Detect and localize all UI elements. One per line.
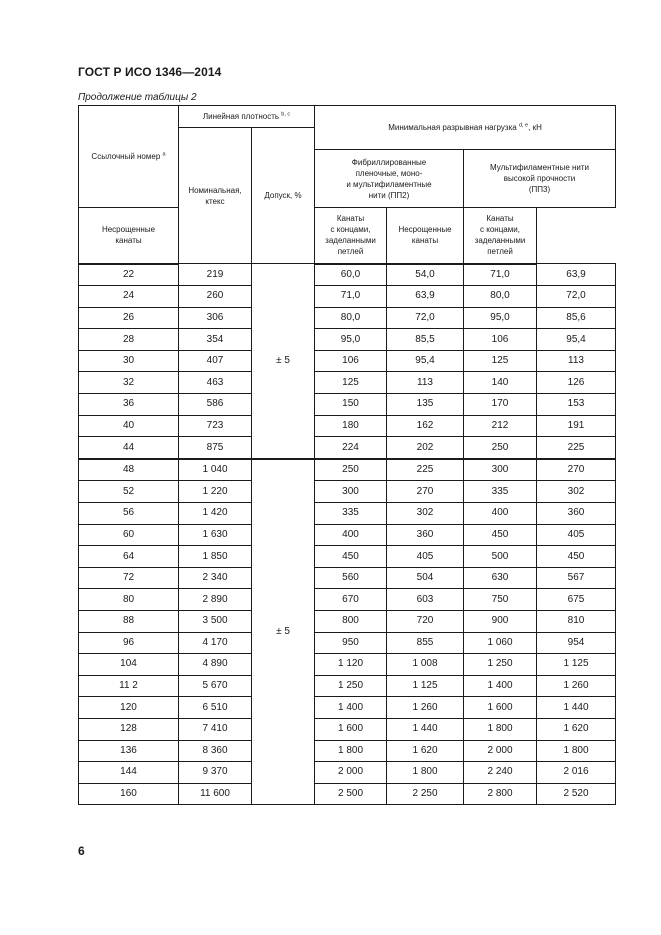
cell-pp3-spliced: 1 800 <box>537 740 616 762</box>
cell-nominal: 219 <box>179 264 252 286</box>
cell-nominal: 1 420 <box>179 503 252 525</box>
cell-pp2-spliced: 2 250 <box>387 783 464 805</box>
cell-ref: 104 <box>79 654 179 676</box>
table-row <box>79 740 616 762</box>
cell-pp3-spliced: 2 016 <box>537 762 616 784</box>
table-row <box>79 415 616 437</box>
cell-ref: 48 <box>79 459 179 481</box>
cell-nominal: 6 510 <box>179 697 252 719</box>
cell-nominal: 875 <box>179 437 252 459</box>
cell-pp2-unspliced: 670 <box>315 589 387 611</box>
cell-pp3-unspliced: 335 <box>464 481 537 503</box>
cell-pp3-unspliced: 1 400 <box>464 675 537 697</box>
tolerance-cell: ± 5 <box>252 459 315 805</box>
cell-ref: 128 <box>79 718 179 740</box>
cell-pp3-unspliced: 1 060 <box>464 632 537 654</box>
cell-pp3-spliced: 1 260 <box>537 675 616 697</box>
header-ref-number: Ссылочный номер $^а$ <box>79 106 179 208</box>
cell-pp3-spliced: 810 <box>537 611 616 633</box>
cell-pp3-unspliced: 2 800 <box>464 783 537 805</box>
table-row <box>79 350 616 372</box>
cell-pp3-unspliced: 500 <box>464 546 537 568</box>
cell-ref: 96 <box>79 632 179 654</box>
header-pp3: Мультифиламентные нити высокой прочности (ПП3) <box>464 150 616 208</box>
cell-pp2-spliced: 360 <box>387 524 464 546</box>
table-row <box>79 503 616 525</box>
cell-pp2-spliced: 225 <box>387 459 464 481</box>
table-caption: Продолжение таблицы 2 <box>78 92 197 103</box>
cell-pp3-unspliced: 212 <box>464 415 537 437</box>
cell-pp2-unspliced: 224 <box>315 437 387 459</box>
table-row <box>79 697 616 719</box>
cell-pp2-unspliced: 400 <box>315 524 387 546</box>
cell-pp2-unspliced: 2 000 <box>315 762 387 784</box>
cell-pp3-unspliced: 450 <box>464 524 537 546</box>
cell-pp2-unspliced: 335 <box>315 503 387 525</box>
cell-pp2-spliced: 1 800 <box>387 762 464 784</box>
cell-pp2-unspliced: 80,0 <box>315 307 387 329</box>
table-row <box>79 394 616 416</box>
cell-pp2-unspliced: 950 <box>315 632 387 654</box>
cell-ref: 88 <box>79 611 179 633</box>
cell-pp3-spliced: 153 <box>537 394 616 416</box>
cell-nominal: 1 220 <box>179 481 252 503</box>
document-header: ГОСТ Р ИСО 1346—2014 <box>78 65 222 79</box>
cell-pp3-spliced: 95,4 <box>537 329 616 351</box>
cell-ref: 56 <box>79 503 179 525</box>
cell-pp3-unspliced: 300 <box>464 459 537 481</box>
cell-pp2-unspliced: 450 <box>315 546 387 568</box>
cell-pp2-spliced: 95,4 <box>387 350 464 372</box>
cell-pp3-spliced: 85,6 <box>537 307 616 329</box>
header-min-breaking-load: Минимальная разрывная нагрузка $^{d, e}$, кН <box>315 106 616 150</box>
cell-ref: 144 <box>79 762 179 784</box>
cell-pp3-spliced: 270 <box>537 459 616 481</box>
table-row <box>79 675 616 697</box>
cell-pp3-spliced: 675 <box>537 589 616 611</box>
cell-nominal: 306 <box>179 307 252 329</box>
cell-ref: 30 <box>79 350 179 372</box>
cell-pp3-unspliced: 106 <box>464 329 537 351</box>
cell-pp2-unspliced: 1 400 <box>315 697 387 719</box>
cell-nominal: 463 <box>179 372 252 394</box>
cell-nominal: 1 040 <box>179 459 252 481</box>
cell-pp2-unspliced: 106 <box>315 350 387 372</box>
cell-pp2-spliced: 504 <box>387 567 464 589</box>
cell-ref: 72 <box>79 567 179 589</box>
cell-ref: 44 <box>79 437 179 459</box>
table-row <box>79 264 616 286</box>
cell-nominal: 586 <box>179 394 252 416</box>
cell-ref: 136 <box>79 740 179 762</box>
cell-pp2-spliced: 603 <box>387 589 464 611</box>
cell-ref: 60 <box>79 524 179 546</box>
cell-pp2-unspliced: 60,0 <box>315 264 387 286</box>
header-pp3-unspliced: Несрощенные канаты <box>387 208 464 264</box>
cell-nominal: 2 890 <box>179 589 252 611</box>
cell-pp3-unspliced: 1 250 <box>464 654 537 676</box>
cell-pp2-spliced: 855 <box>387 632 464 654</box>
cell-pp3-unspliced: 1 800 <box>464 718 537 740</box>
table-row <box>79 567 616 589</box>
cell-nominal: 5 670 <box>179 675 252 697</box>
cell-pp3-unspliced: 250 <box>464 437 537 459</box>
cell-ref: 120 <box>79 697 179 719</box>
cell-pp2-spliced: 162 <box>387 415 464 437</box>
table-row <box>79 524 616 546</box>
cell-pp2-spliced: 63,9 <box>387 286 464 308</box>
header-pp2-spliced: Канаты с концами, заделанными петлей <box>315 208 387 264</box>
cell-pp2-spliced: 720 <box>387 611 464 633</box>
cell-pp3-spliced: 450 <box>537 546 616 568</box>
cell-pp3-unspliced: 750 <box>464 589 537 611</box>
cell-ref: 26 <box>79 307 179 329</box>
cell-nominal: 7 410 <box>179 718 252 740</box>
table-row <box>79 286 616 308</box>
cell-pp3-spliced: 113 <box>537 350 616 372</box>
cell-pp2-spliced: 1 260 <box>387 697 464 719</box>
cell-nominal: 260 <box>179 286 252 308</box>
cell-nominal: 723 <box>179 415 252 437</box>
cell-nominal: 8 360 <box>179 740 252 762</box>
cell-pp2-spliced: 1 125 <box>387 675 464 697</box>
cell-pp3-spliced: 405 <box>537 524 616 546</box>
cell-pp2-unspliced: 71,0 <box>315 286 387 308</box>
cell-pp3-unspliced: 1 600 <box>464 697 537 719</box>
cell-pp2-spliced: 270 <box>387 481 464 503</box>
cell-nominal: 1 850 <box>179 546 252 568</box>
cell-pp3-spliced: 302 <box>537 481 616 503</box>
table-row <box>79 611 616 633</box>
cell-pp3-spliced: 954 <box>537 632 616 654</box>
cell-pp3-spliced: 567 <box>537 567 616 589</box>
cell-pp3-unspliced: 95,0 <box>464 307 537 329</box>
cell-pp3-unspliced: 400 <box>464 503 537 525</box>
cell-ref: 22 <box>79 264 179 286</box>
cell-pp3-unspliced: 80,0 <box>464 286 537 308</box>
cell-pp2-unspliced: 1 250 <box>315 675 387 697</box>
header-tolerance: Допуск, % <box>252 128 315 264</box>
cell-pp2-spliced: 54,0 <box>387 264 464 286</box>
cell-pp2-unspliced: 125 <box>315 372 387 394</box>
cell-pp3-spliced: 225 <box>537 437 616 459</box>
table-row <box>79 632 616 654</box>
cell-pp3-unspliced: 2 000 <box>464 740 537 762</box>
cell-ref: 160 <box>79 783 179 805</box>
cell-pp3-unspliced: 900 <box>464 611 537 633</box>
table-row <box>79 546 616 568</box>
cell-pp2-unspliced: 1 120 <box>315 654 387 676</box>
cell-ref: 36 <box>79 394 179 416</box>
cell-pp3-unspliced: 125 <box>464 350 537 372</box>
cell-pp2-spliced: 85,5 <box>387 329 464 351</box>
cell-nominal: 1 630 <box>179 524 252 546</box>
cell-pp2-unspliced: 1 800 <box>315 740 387 762</box>
header-nominal: Номинальная, ктекс <box>179 128 252 264</box>
cell-pp3-spliced: 1 620 <box>537 718 616 740</box>
table-row <box>79 762 616 784</box>
cell-pp3-spliced: 63,9 <box>537 264 616 286</box>
cell-nominal: 3 500 <box>179 611 252 633</box>
cell-pp2-spliced: 1 440 <box>387 718 464 740</box>
cell-ref: 24 <box>79 286 179 308</box>
cell-pp3-spliced: 1 125 <box>537 654 616 676</box>
cell-pp3-spliced: 126 <box>537 372 616 394</box>
cell-pp2-unspliced: 300 <box>315 481 387 503</box>
cell-pp3-unspliced: 140 <box>464 372 537 394</box>
cell-pp3-spliced: 1 440 <box>537 697 616 719</box>
cell-ref: 80 <box>79 589 179 611</box>
table-row <box>79 654 616 676</box>
cell-pp3-spliced: 191 <box>537 415 616 437</box>
tolerance-cell: ± 5 <box>252 264 315 459</box>
table-body <box>79 264 616 805</box>
cell-ref: 32 <box>79 372 179 394</box>
table-row <box>79 372 616 394</box>
cell-nominal: 9 370 <box>179 762 252 784</box>
cell-pp3-unspliced: 2 240 <box>464 762 537 784</box>
cell-pp3-spliced: 2 520 <box>537 783 616 805</box>
cell-nominal: 4 170 <box>179 632 252 654</box>
table-row <box>79 481 616 503</box>
table-row <box>79 437 616 459</box>
table-row <box>79 459 616 481</box>
cell-pp2-spliced: 72,0 <box>387 307 464 329</box>
cell-pp2-unspliced: 1 600 <box>315 718 387 740</box>
cell-pp2-unspliced: 560 <box>315 567 387 589</box>
cell-ref: 64 <box>79 546 179 568</box>
cell-pp2-spliced: 405 <box>387 546 464 568</box>
cell-nominal: 354 <box>179 329 252 351</box>
cell-nominal: 2 340 <box>179 567 252 589</box>
cell-ref: 11 2 <box>79 675 179 697</box>
cell-nominal: 4 890 <box>179 654 252 676</box>
cell-pp2-unspliced: 180 <box>315 415 387 437</box>
table-row <box>79 589 616 611</box>
cell-pp2-unspliced: 250 <box>315 459 387 481</box>
cell-pp2-spliced: 302 <box>387 503 464 525</box>
cell-pp2-unspliced: 800 <box>315 611 387 633</box>
header-pp2-unspliced: Несрощенные канаты <box>79 208 179 264</box>
header-linear-density: Линейная плотность $^{b, c}$ <box>179 106 315 128</box>
page-number: 6 <box>78 844 85 858</box>
header-pp3-spliced: Канаты с концами, заделанными петлей <box>464 208 537 264</box>
cell-pp3-unspliced: 170 <box>464 394 537 416</box>
header-pp2: Фибриллированные пленочные, моно- и мультифиламентные нити (ПП2) <box>315 150 464 208</box>
table-row <box>79 718 616 740</box>
cell-pp2-spliced: 202 <box>387 437 464 459</box>
cell-pp2-unspliced: 95,0 <box>315 329 387 351</box>
data-table <box>78 105 616 805</box>
cell-pp3-spliced: 72,0 <box>537 286 616 308</box>
cell-nominal: 407 <box>179 350 252 372</box>
cell-pp3-unspliced: 71,0 <box>464 264 537 286</box>
cell-nominal: 11 600 <box>179 783 252 805</box>
table-row <box>79 307 616 329</box>
cell-pp2-unspliced: 150 <box>315 394 387 416</box>
cell-pp2-spliced: 113 <box>387 372 464 394</box>
cell-ref: 28 <box>79 329 179 351</box>
cell-pp3-spliced: 360 <box>537 503 616 525</box>
cell-pp2-spliced: 1 008 <box>387 654 464 676</box>
cell-pp2-unspliced: 2 500 <box>315 783 387 805</box>
cell-pp2-spliced: 135 <box>387 394 464 416</box>
table-row <box>79 329 616 351</box>
cell-pp3-unspliced: 630 <box>464 567 537 589</box>
cell-pp2-spliced: 1 620 <box>387 740 464 762</box>
cell-ref: 52 <box>79 481 179 503</box>
table-row <box>79 783 616 805</box>
cell-ref: 40 <box>79 415 179 437</box>
